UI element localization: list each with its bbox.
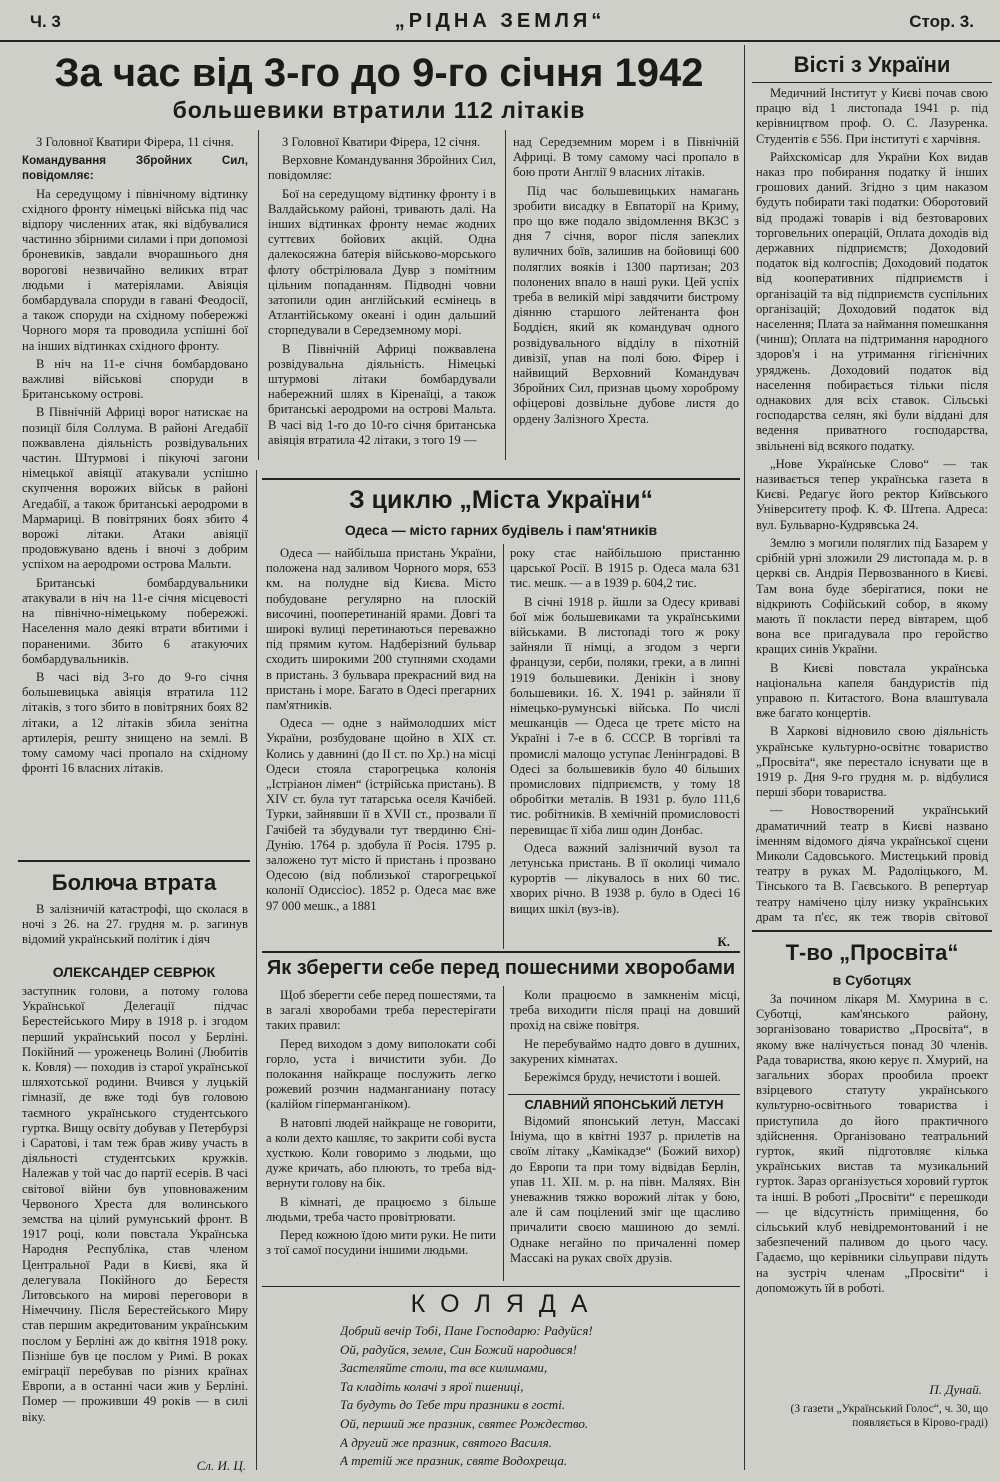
prosvita-source: (З газети „Український Голос“, ч. 30, що появляється в Кірово-граді) — [790, 1403, 988, 1429]
paragraph: За почином лікаря М. Хмурина в с. Суботці, кам'янського району, зорганізовано товариство „Просвіта“, в якому вже налічується понад 30 членів. Рада товариства, якою керує п. Хмурий, на загальних зборах прообила проект взірцевого статуту українського культурно-освітнього товариства і приступила до його практичного здійснення. Організовано театральний гурток, який підготовляє кілька українських вистав та музикальний гурток. Зараз організується хоровий гурток та інші. В роботі „Просвіти“ є перешкоди — це відсутність приміщення, бо сільський клуб невідремонтований і не забезпечений паливом до цього часу. Гадаємо, що керівники сільуправи підуть на зустріч членам „Просвіти“ і допоможуть їй в роботі. — [756, 992, 988, 1295]
poem-line: Ой, перший же празник, святеє Рождество. — [340, 1415, 589, 1431]
column-rule — [503, 544, 504, 949]
poem-line: Застеляйте столи, та все килимами, — [340, 1360, 548, 1376]
column-rule — [258, 130, 259, 460]
main-headline: За час від 3-го до 9-го січня 1942 — [54, 51, 704, 95]
section-divider — [18, 860, 250, 862]
paragraph: В кімнаті, де працюємо з більше людьми, треба часто провітрювати. — [266, 1194, 496, 1224]
section-divider — [752, 930, 992, 932]
prosvita-signature: П. Дунай. — [929, 1382, 982, 1397]
news-item: В Києві повстала українська національна капеля бандуристів під управою п. Китастого. Вона влаштувала вже багато концертів. — [756, 660, 988, 721]
paragraph: заступник голови, а потому голова Української Делегації підчас Берестейського Миру в 1918 р. і згодом перший український посол у Берліні. Покійний — уроженець Волині (Любитів к. Ковля) — походив із старої української шляхотської родини. Вчився у луцькій гімназії, де вже тоді був головою таємного українського студентського гуртка. Вищу освіту добував у Петербурзі і Саратові, і там теж брав живу участь в діяльності студентських кружків. Належав у той час до партії есерів. В часі світової війни був уповноваженим Червоного Хреста для волинського земства на цілий румунський фронт. В 1917 році, коли повстала Українська Народня Республіка, став членом Центральної Ради в Києві, яка й делегувала Покійного до Берестя Литовського на мирові переговори в Німеччину. Після Берестейського Миру став першим акредитованим українським послом у Берліні аж до квітня 1918 року. Пізніше був це послом у Римі. В роках еміграції перебував по різних країнах Европи, а в останні часи жив у Берліні. Помер — проживши 49 років — в силі віку. — [22, 984, 248, 1424]
paragraph: На середущому і північному відтинку східного фронту німецькі війська під час відпору численних атак, які відбувалися частинно збірними силами і при допомозі броневиків, завдали вчорашнього дня ворогові незвичайно великих втрат людьми і матеріялами. Авіяція бомбардувала споруди в гавані Феодосії, а також споруди на східному побережжі Чорного моря та проводила успішні бої на інших відтинках східного фронту. — [22, 186, 248, 353]
paragraph: року стає найбільшою пристанню царської Росії. В 1915 р. Одеса мала 631 тис. мешк. — а в 1939 р. 604,2 тис. — [510, 546, 740, 591]
dateline: З Головної Кватири Фірера, 12 січня. — [282, 135, 481, 149]
paragraph: В Північній Африці ворог натискає на позиції біля Соллума. В районі Агедабії пожвавлена діяльність розвідувальних частин. Штурмові і пікуючі загони німецької авіяції атакували успішно скупчення ворожих військ в районі Агедабії, а також британські аеродроми в Мармариці. В повітряних боях збито 4 ворожі літаки. Атаки авіяції продовжувано вдень і вночі з добрим успіхом на аеродроми острова Мальти. — [22, 405, 248, 572]
prosvita-body — [756, 992, 988, 1378]
news-item: Райхскомісар для України Кох видав наказ про побирання податку й інших грошових даний. Згідно з цим наказом будуть побирати такі податки: Оборотовий від продажі товарів і від безтоварових торговельних операцій, Оплата доходів від державних підприємств; Доходовий податок від колгоспів; Доходовий податок від кооперативних підприємств і організацій та від підприємств суспільних організацій; Доходовий податок від населення; Плата за наймання помешкання (чинш); Оплата на підтримання народного здоров'я і на утримання гігієнічних уряджень. Доходовий податок від населення побирається тільки після однакових для всіх ставок. Сільські господарства селян, які були віддані для ведення приватного господарства, звільнені від всякого податку. — [756, 149, 988, 453]
news-item: В Харкові відновило свою діяльність українське культурно-освітнє товариство „Просвіта“, яке перестало існувати ще в 1919 р. Дня 9-го грудня м. р. відбулися перші збори товариства. — [756, 724, 988, 800]
news-item: — Новостворений український драматичний театр в Києві названо іменням відомого діяча української сцени Миколи Садовського. Мистецький провід театру в руках М. Радоліцького, М. Тінського та В. Гаєвського. В репертуар театру намічено цілу низку українських драм та п'єс, як теж творів світової — [756, 803, 988, 924]
paragraph: Британські бомбардувальники атакували в ніч на 11-е січня місцевості на північно-німецькому побережжі. Населення мало деякі втрати вбитими і пораненими. Збито 6 атакуючих бомбардувальників. — [22, 575, 248, 666]
paragraph: Бережімся бруду, нечистоти і вошей. — [524, 1070, 721, 1085]
obituary-lead — [22, 902, 248, 962]
section-divider — [508, 1094, 740, 1095]
column-rule — [505, 130, 506, 460]
health-col2 — [510, 988, 740, 1088]
prosvita-headline: Т-во „Просвіта“ — [785, 940, 959, 965]
paragraph: Одеса важний залізничий вузол та летунська пристань. В її околиці чимало курортів — лікувалось в них 60 тис. хворих річно. В 1938 р. було в Одесі 16 вищих шкіл (вуз-ів). — [510, 840, 740, 916]
odesa-signature: К. — [717, 934, 730, 949]
poem-line: Та кладіть колачі з ярої пшениці, — [340, 1378, 524, 1394]
paragraph: Перед кожною їдою мити руки. Не пити з тої самої посудини іншими людьми. — [266, 1228, 496, 1258]
kolyada-headline: К О Л Я Д А — [410, 1290, 592, 1318]
obituary-headline: Болюча втрата — [51, 870, 217, 895]
command-announcement: Командування Збройних Сил, повідомляє: — [22, 154, 248, 183]
paragraph: Бої на середущому відтинку фронту і в Валдайському районі, тривають далі. На інших відтинках фронту немає жодних суттєвих бойових акцій. Одна далекосяжна батерія військово-морського флоту обстрілювала Дувр з помітним цільним попаданням. Підводні човни затопили один англійський есмінець в Атлантійському океані і один дальший сторпедували в Середземному морі. — [268, 186, 496, 338]
poem-line: Та будуть до Тебе три празники в гості. — [340, 1397, 566, 1413]
health-col1 — [266, 988, 496, 1282]
main-article-col3 — [513, 135, 739, 475]
section-divider — [262, 1286, 740, 1287]
paragraph: В Північній Африці пожвавлена розвідувальна діяльність. Німецькі штурмові літаки бомбардували набережний шлях в Кіренаїці, а також британські аеродроми на острові Мальта. В часі від 1-го до 10-го січня британська авіяція втратила 42 літаки, з того 19 — — [268, 341, 496, 447]
pilot-headline: СЛАВНИЙ ЯПОНСЬКИЙ ЛЕТУН — [524, 1097, 724, 1112]
paragraph: Перед виходом з дому виполокати собі горло, уста і вичистити зуби. До полокання найкраще послужить легко рожевий розчин надманганиану потасу (калійом гіперманганіком). — [266, 1036, 496, 1112]
obituary-body — [22, 984, 248, 1456]
column-rule — [744, 45, 745, 1470]
poem-line: Ой, радуйся, земле, Син Божий народився! — [340, 1341, 577, 1357]
masthead — [0, 0, 1000, 42]
health-headline: Як зберегти себе перед пошесними хворобами — [266, 957, 736, 979]
dateline: З Головної Кватири Фірера, 11 січня. — [36, 135, 234, 149]
paragraph: Коли працюємо в замкненім місці, треба виходити після праці на довший прохід на свіже повітря. — [510, 988, 740, 1033]
column-rule — [503, 986, 504, 1281]
odesa-col1 — [266, 546, 496, 950]
paragraph: В січні 1918 р. йшли за Одесу криваві бої між большевиками та українськими військами. В листопаді того ж року зайняли її німці, а згодом з черги французи, серби, поляки, греки, а в липні 1919 большевики. Денікін і знову большевики. 16. X. 1941 р. зайняли її німецько-румунські війська. По числі мешканців — Одеса це третє місто на Україні і 7-е в б. СССР. В торгівлі та промислі малощо уступає Ленінградові. В Одесі за большевиків було 40 більших промислових підприємств, у тому 18 обробітки металів. В 1931 р. було 111,6 тис. робітників. В хемічній промисловості перевищає її хіба лиш один Донбас. — [510, 594, 740, 837]
news-item: „Нове Українське Слово“ — так називається тепер українська газета в Києві. Редагує його ректор Київського Університету проф. К. Ф. Штепа. Адреса: вул. Бульварно-Кудрявська 24. — [756, 456, 988, 532]
section-divider — [262, 951, 740, 953]
column-rule — [256, 470, 257, 1470]
main-article-col1 — [22, 135, 248, 855]
paragraph: В натовпі людей найкраще не говорити, а коли дехто кашляє, то закрити собі вуста хусткою. Коли говоримо з людьми, що дуже кричать, або плюють, то треба від-вернути голову на бік. — [266, 1115, 496, 1191]
poem-line: А другий же празник, святого Василя. — [340, 1434, 552, 1450]
odesa-subheadline: Одеса — місто гарних будівель і пам'ятників — [344, 522, 658, 538]
paragraph: В залізничій катастрофі, що сколася в ночі з 26. на 27. грудня м. р. загинув відомий український політик і діяч — [22, 902, 248, 947]
paragraph: Одеса — одне з наймолодших міст України, розбудоване щойно в XIX ст. Колись у давнині (до II ст. по Хр.) на місці Одеси стояла старогрецька колонія „Істріанон лімен“ (істрійська пристань). В XIV ст. була тут татарська оселя Качібей. Турки, зайнявши її в XVII ст., прозвали її Гачібей та збудували тут твердиню Єні-Дунію. 1764 р. здобула її Росія. 1795 р. заложено тут місто й пристань і прозвано Одесою (від поблизької старогрецької колонії Одиссіос). 1852 р. Одеса має вже 97 000 мешк., а 1881 — [266, 716, 496, 913]
obituary-name: ОЛЕКСАНДЕР СЕВРЮК — [52, 964, 216, 980]
main-subheadline: большевики втратили 112 літаків — [172, 97, 586, 123]
news-headline: Вісті з України — [793, 52, 951, 77]
paragraph: Не перебуваймо надто довго в душних, закурених кімнатах. — [510, 1036, 740, 1066]
odesa-col2 — [510, 546, 740, 936]
odesa-headline: З циклю „Міста України“ — [349, 486, 653, 514]
news-column — [756, 86, 988, 924]
issue-number: Ч. 3 — [30, 12, 61, 31]
paragraph: Одеса — найбільша пристань України, положена над заливом Чорного моря, 653 км. на полудне від Києва. Місто побудоване регулярно на плоскій височині, пооперетинаній ярами. Довгі та широкі вулиці перетинаються переважно під прямим кутом. Надберізний бульвар сходить широкими 200 ступнями сходами в пристань. З бульвара прекрасний вид на пристань і море. Багато в Одесі прегарних пам'ятників. — [266, 546, 496, 713]
poem-line: Добрий вечір Тобі, Пане Господарю: Радуйся! — [340, 1323, 593, 1338]
paragraph: Відомий японський летун, Массакі Ініума, що в квітні 1937 р. прилетів на своїм літаку „Камікадзе“ (Божий вихор) до Европи та при тому відвідав Берлін, упав 11. XII. м. р. на півн. Маляях. Він уневажнив тяжко ворожий літак у бою, але й сам поцілений зміг ще щасливо причалити своєю машиною до землі. Однаке негайно по причаленні помер Массакі на руках своїх друзів. — [510, 1114, 740, 1265]
main-article-col2 — [268, 135, 496, 475]
obituary-signature: Сл. И. Ц. — [196, 1458, 246, 1473]
paragraph: В часі від 3-го до 9-го січня большевицька авіяція втратила 112 літаків, з того збито в повітряних боях 82 літаки, а 12 літаків збила зенітна артилерія, решту знищено на землі. В тому самому часі пропало на східному фронті 16 власних літаків. — [22, 669, 248, 776]
page-number: Стор. 3. — [909, 12, 974, 31]
poem-line: А третій же празник, святе Водохреща. — [340, 1453, 568, 1469]
paragraph: Під час большевицьких намагань зробити висадку в Евпаторії на Криму, про що вже подало звідомлення ВКЗС з дня 7 січня, ворог після запеклих вуличних боїв, залишив на бойовищі 600 поляглих вояків і 1300 партизан; 203 полонених впало в наші руки. Цей успіх треба в великій мірі завдячити бистрому діянню старшого лейтенанта фон Боддієн, який як командувач одного розвідувального відділу в піхотній дивізії, упав на полі бою. Фірер і найвищий Верховний Командувач Збройних Сил, признав цьому хороброму офіцерові дозвільне дубове листя до ордену Залізного Хреста. — [513, 183, 739, 426]
paragraph: Щоб зберегти себе перед пошестями, та в загалі хворобами треба перестерігати таких правил: — [266, 988, 496, 1033]
pilot-article — [510, 1114, 740, 1284]
section-divider — [752, 82, 992, 83]
section-divider — [262, 478, 740, 480]
news-item: Землю з могили поляглих під Базарем у срібній урні зложили 29 листопада м. р. в церкві св. Андрія Первозванного в Києві. Там вона буде зберігатися, поки не відкриють Софійський собор, в якому мають її покласти перед вівтарем, щоб вона все пригадувала про геройство кращих синів України. — [756, 535, 988, 657]
prosvita-subheadline: в Суботцях — [832, 972, 912, 988]
newspaper-title: „РІДНА ЗЕМЛЯ“ — [394, 10, 606, 32]
paragraph: Верховне Командування Збройних Сил, повідомляє: — [268, 153, 496, 183]
kolyada-poem — [340, 1322, 740, 1476]
paragraph: над Середземним морем і в Північній Африці. В тому самому часі пропало в бою проти Англії 9 власних літаків. — [513, 135, 739, 180]
paragraph: В ніч на 11-е січня бомбардовано важливі військові споруди в Британському острові. — [22, 356, 248, 402]
news-item: Медичний Інститут у Києві почав свою працю від 1 листопада 1941 р. під керівництвом проф. О. С. Лазуренка. Студентів є 556. При інституті є харчівня. — [756, 86, 988, 146]
